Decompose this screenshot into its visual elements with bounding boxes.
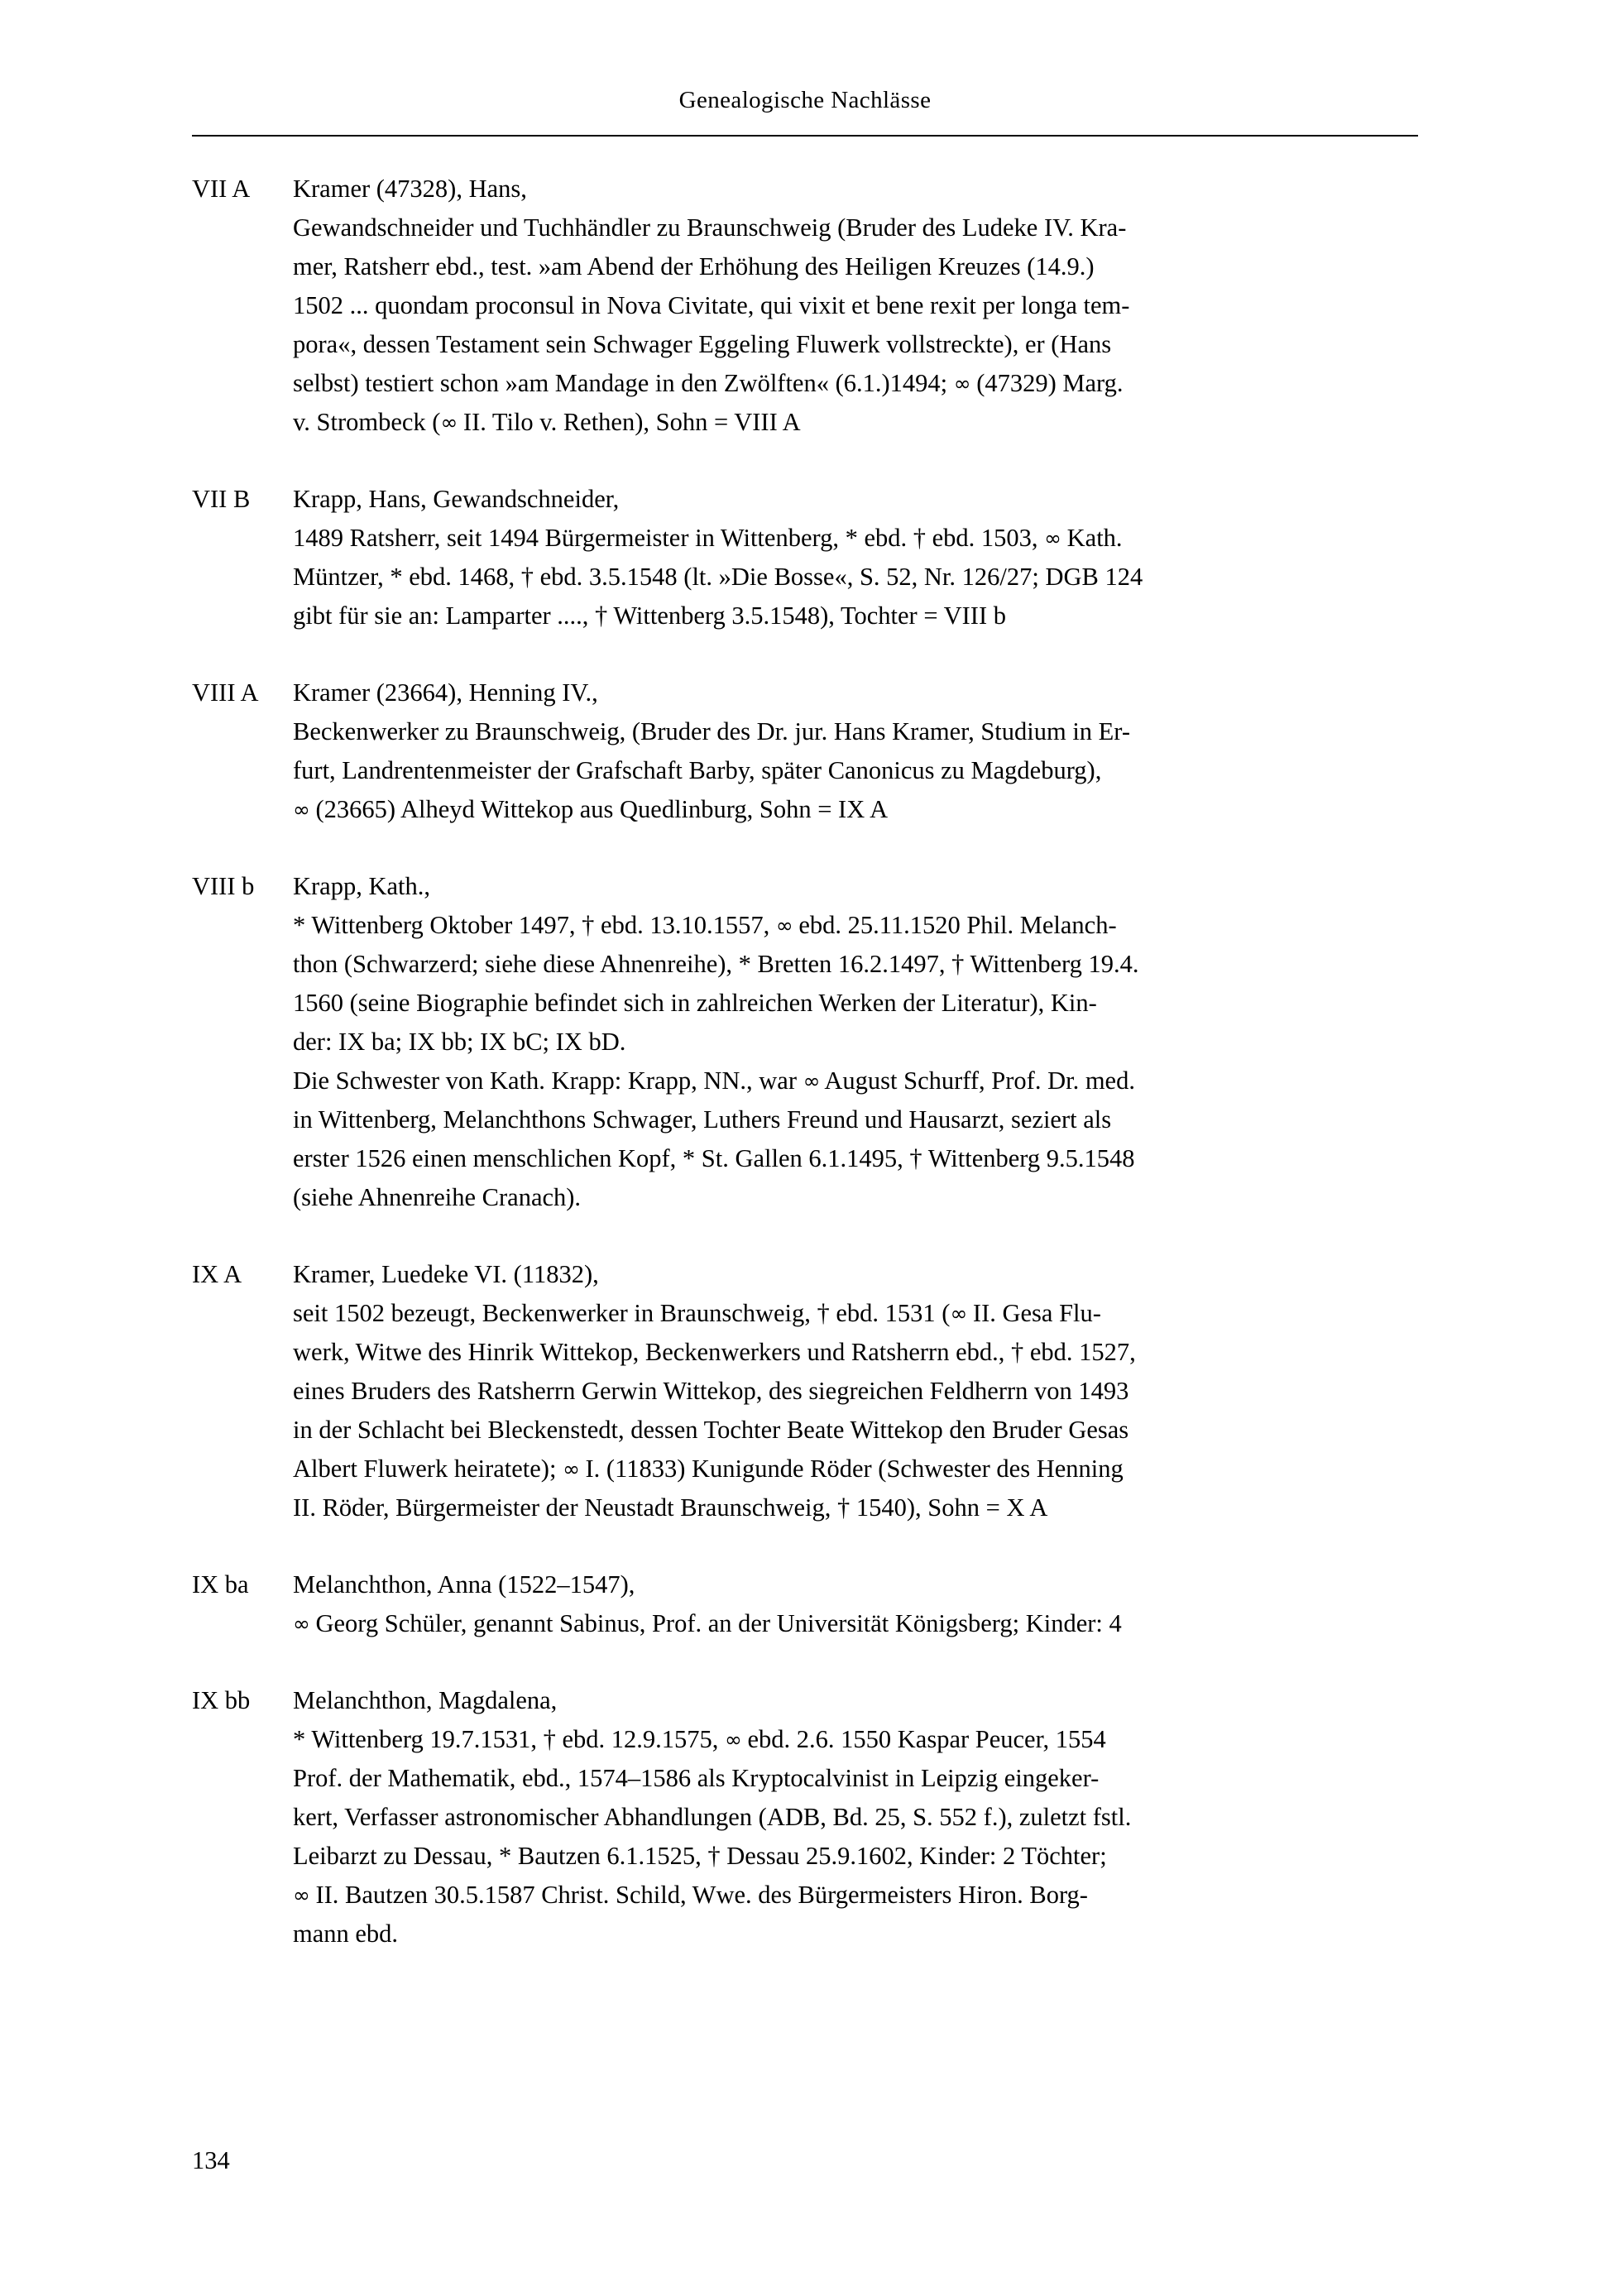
entry-text-line: Albert Fluwerk heiratete); ∞ I. (11833) Kunigunde Röder (Schwester des Henning bbox=[293, 1455, 1124, 1483]
entry-text-line: pora«, dessen Testament sein Schwager Eggeling Fluwerk vollstreckte), er (Hans bbox=[293, 330, 1112, 358]
header-rule bbox=[192, 135, 1418, 137]
married-symbol: ∞ bbox=[1044, 526, 1061, 550]
entry-text-line: thon (Schwarzerd; siehe diese Ahnenreihe), * Bretten 16.2.1497, † Wittenberg 19.4. bbox=[293, 950, 1139, 978]
entry-text-line: Gewandschneider und Tuchhändler zu Braunschweig (Bruder des Ludeke IV. Kra- bbox=[293, 213, 1127, 242]
entry-headline: Melanchthon, Magdalena, bbox=[293, 1686, 558, 1714]
entry-text-line: Beckenwerker zu Braunschweig, (Bruder des Dr. jur. Hans Kramer, Studium in Er- bbox=[293, 717, 1131, 745]
entry-label: VIII b bbox=[192, 872, 255, 900]
entry-text-line: erster 1526 einen menschlichen Kopf, * St. Gallen 6.1.1495, † Wittenberg 9.5.1548 bbox=[293, 1144, 1135, 1172]
entry-text-line: mann ebd. bbox=[293, 1920, 399, 1948]
genealogy-entry bbox=[192, 1681, 1418, 1953]
entry-text-line: Müntzer, * ebd. 1468, † ebd. 3.5.1548 (lt. »Die Bosse«, S. 52, Nr. 126/27; DGB 124 bbox=[293, 563, 1143, 591]
entry-label: VII B bbox=[192, 485, 251, 513]
married-symbol: ∞ bbox=[803, 1069, 820, 1093]
entry-label: VII A bbox=[192, 175, 251, 203]
married-symbol: ∞ bbox=[293, 1883, 309, 1907]
entry-label: VIII A bbox=[192, 678, 259, 707]
genealogy-entry bbox=[192, 673, 1418, 829]
entry-headline: Kramer (47328), Hans, bbox=[293, 175, 527, 203]
entry-text-line: eines Bruders des Ratsherrn Gerwin Wittekop, des siegreichen Feldherrn von 1493 bbox=[293, 1377, 1129, 1405]
running-head: Genealogische Nachlässe bbox=[678, 87, 932, 113]
entry-headline: Kramer, Luedeke VI. (11832), bbox=[293, 1260, 599, 1288]
entry-text-line: werk, Witwe des Hinrik Wittekop, Beckenwerkers und Ratsherrn ebd., † ebd. 1527, bbox=[293, 1338, 1136, 1366]
entry-text-line: 1560 (seine Biographie befindet sich in zahlreichen Werken der Literatur), Kin- bbox=[293, 989, 1097, 1017]
entry-text-line: furt, Landrentenmeister der Grafschaft Barby, später Canonicus zu Magdeburg), bbox=[293, 756, 1102, 784]
married-symbol: ∞ bbox=[725, 1728, 741, 1752]
entry-text-line: Prof. der Mathematik, ebd., 1574–1586 als Kryptocalvinist in Leipzig eingeker- bbox=[293, 1764, 1100, 1792]
entry-text-line: Die Schwester von Kath. Krapp: Krapp, NN., war ∞ August Schurff, Prof. Dr. med. bbox=[293, 1067, 1135, 1095]
entry-text-line: gibt für sie an: Lamparter ...., † Wittenberg 3.5.1548), Tochter = VIII b bbox=[293, 602, 1006, 630]
entry-text-line: * Wittenberg 19.7.1531, † ebd. 12.9.1575, ∞ ebd. 2.6. 1550 Kaspar Peucer, 1554 bbox=[293, 1725, 1106, 1753]
entry-text-line: in Wittenberg, Melanchthons Schwager, Luthers Freund und Hausarzt, seziert als bbox=[293, 1105, 1112, 1134]
entry-text-line: kert, Verfasser astronomischer Abhandlungen (ADB, Bd. 25, S. 552 f.), zuletzt fstl. bbox=[293, 1803, 1132, 1831]
entry-label: IX ba bbox=[192, 1570, 249, 1599]
entry-text-line: der: IX ba; IX bb; IX bC; IX bD. bbox=[293, 1028, 626, 1056]
entry-label: IX bb bbox=[192, 1686, 251, 1714]
married-symbol: ∞ bbox=[440, 410, 458, 434]
entry-text-line: (siehe Ahnenreihe Cranach). bbox=[293, 1183, 582, 1211]
entry-text-line: * Wittenberg Oktober 1497, † ebd. 13.10.1557, ∞ ebd. 25.11.1520 Phil. Melanch- bbox=[293, 911, 1117, 939]
genealogy-entry-list bbox=[192, 170, 1418, 1953]
genealogy-entry bbox=[192, 1255, 1418, 1527]
entry-text-line: selbst) testiert schon »am Mandage in den Zwölften« (6.1.)1494; ∞ (47329) Marg. bbox=[293, 369, 1124, 397]
entry-text-line: 1502 ... quondam proconsul in Nova Civitate, qui vixit et bene rexit per longa tem- bbox=[293, 291, 1130, 319]
genealogy-entry bbox=[192, 1565, 1418, 1643]
entry-headline: Krapp, Kath., bbox=[293, 872, 431, 900]
genealogy-entry bbox=[192, 170, 1418, 442]
entry-text-line: ∞ Georg Schüler, genannt Sabinus, Prof. an der Universität Königsberg; Kinder: 4 bbox=[293, 1609, 1122, 1637]
entry-text-line: ∞ II. Bautzen 30.5.1587 Christ. Schild, Wwe. des Bürgermeisters Hiron. Borg- bbox=[293, 1881, 1088, 1909]
married-symbol: ∞ bbox=[293, 798, 309, 822]
entry-text-line: mer, Ratsherr ebd., test. »am Abend der Erhöhung des Heiligen Kreuzes (14.9.) bbox=[293, 252, 1095, 280]
entry-text-line: II. Röder, Bürgermeister der Neustadt Braunschweig, † 1540), Sohn = X A bbox=[293, 1493, 1048, 1522]
married-symbol: ∞ bbox=[775, 913, 793, 937]
married-symbol: ∞ bbox=[953, 371, 970, 395]
entry-text-line: 1489 Ratsherr, seit 1494 Bürgermeister in Wittenberg, * ebd. † ebd. 1503, ∞ Kath. bbox=[293, 524, 1123, 552]
entry-text-line: Leibarzt zu Dessau, * Bautzen 6.1.1525, † Dessau 25.9.1602, Kinder: 2 Töchter; bbox=[293, 1842, 1107, 1870]
page-number: 134 bbox=[192, 2146, 230, 2174]
genealogy-entry bbox=[192, 867, 1418, 1217]
entry-headline: Krapp, Hans, Gewandschneider, bbox=[293, 485, 620, 513]
married-symbol: ∞ bbox=[950, 1301, 967, 1325]
entry-headline: Melanchthon, Anna (1522–1547), bbox=[293, 1570, 635, 1599]
entry-text-line: ∞ (23665) Alheyd Wittekop aus Quedlinburg, Sohn = IX A bbox=[293, 795, 889, 823]
entry-headline: Kramer (23664), Henning IV., bbox=[293, 678, 598, 707]
married-symbol: ∞ bbox=[293, 1612, 309, 1636]
genealogy-entry bbox=[192, 480, 1418, 635]
entry-text-line: v. Strombeck (∞ II. Tilo v. Rethen), Sohn = VIII A bbox=[293, 408, 801, 436]
entry-text-line: seit 1502 bezeugt, Beckenwerker in Braunschweig, † ebd. 1531 (∞ II. Gesa Flu- bbox=[293, 1299, 1101, 1327]
entry-label: IX A bbox=[192, 1260, 242, 1288]
married-symbol: ∞ bbox=[563, 1457, 579, 1481]
entry-text-line: in der Schlacht bei Bleckenstedt, dessen Tochter Beate Wittekop den Bruder Gesas bbox=[293, 1416, 1129, 1444]
